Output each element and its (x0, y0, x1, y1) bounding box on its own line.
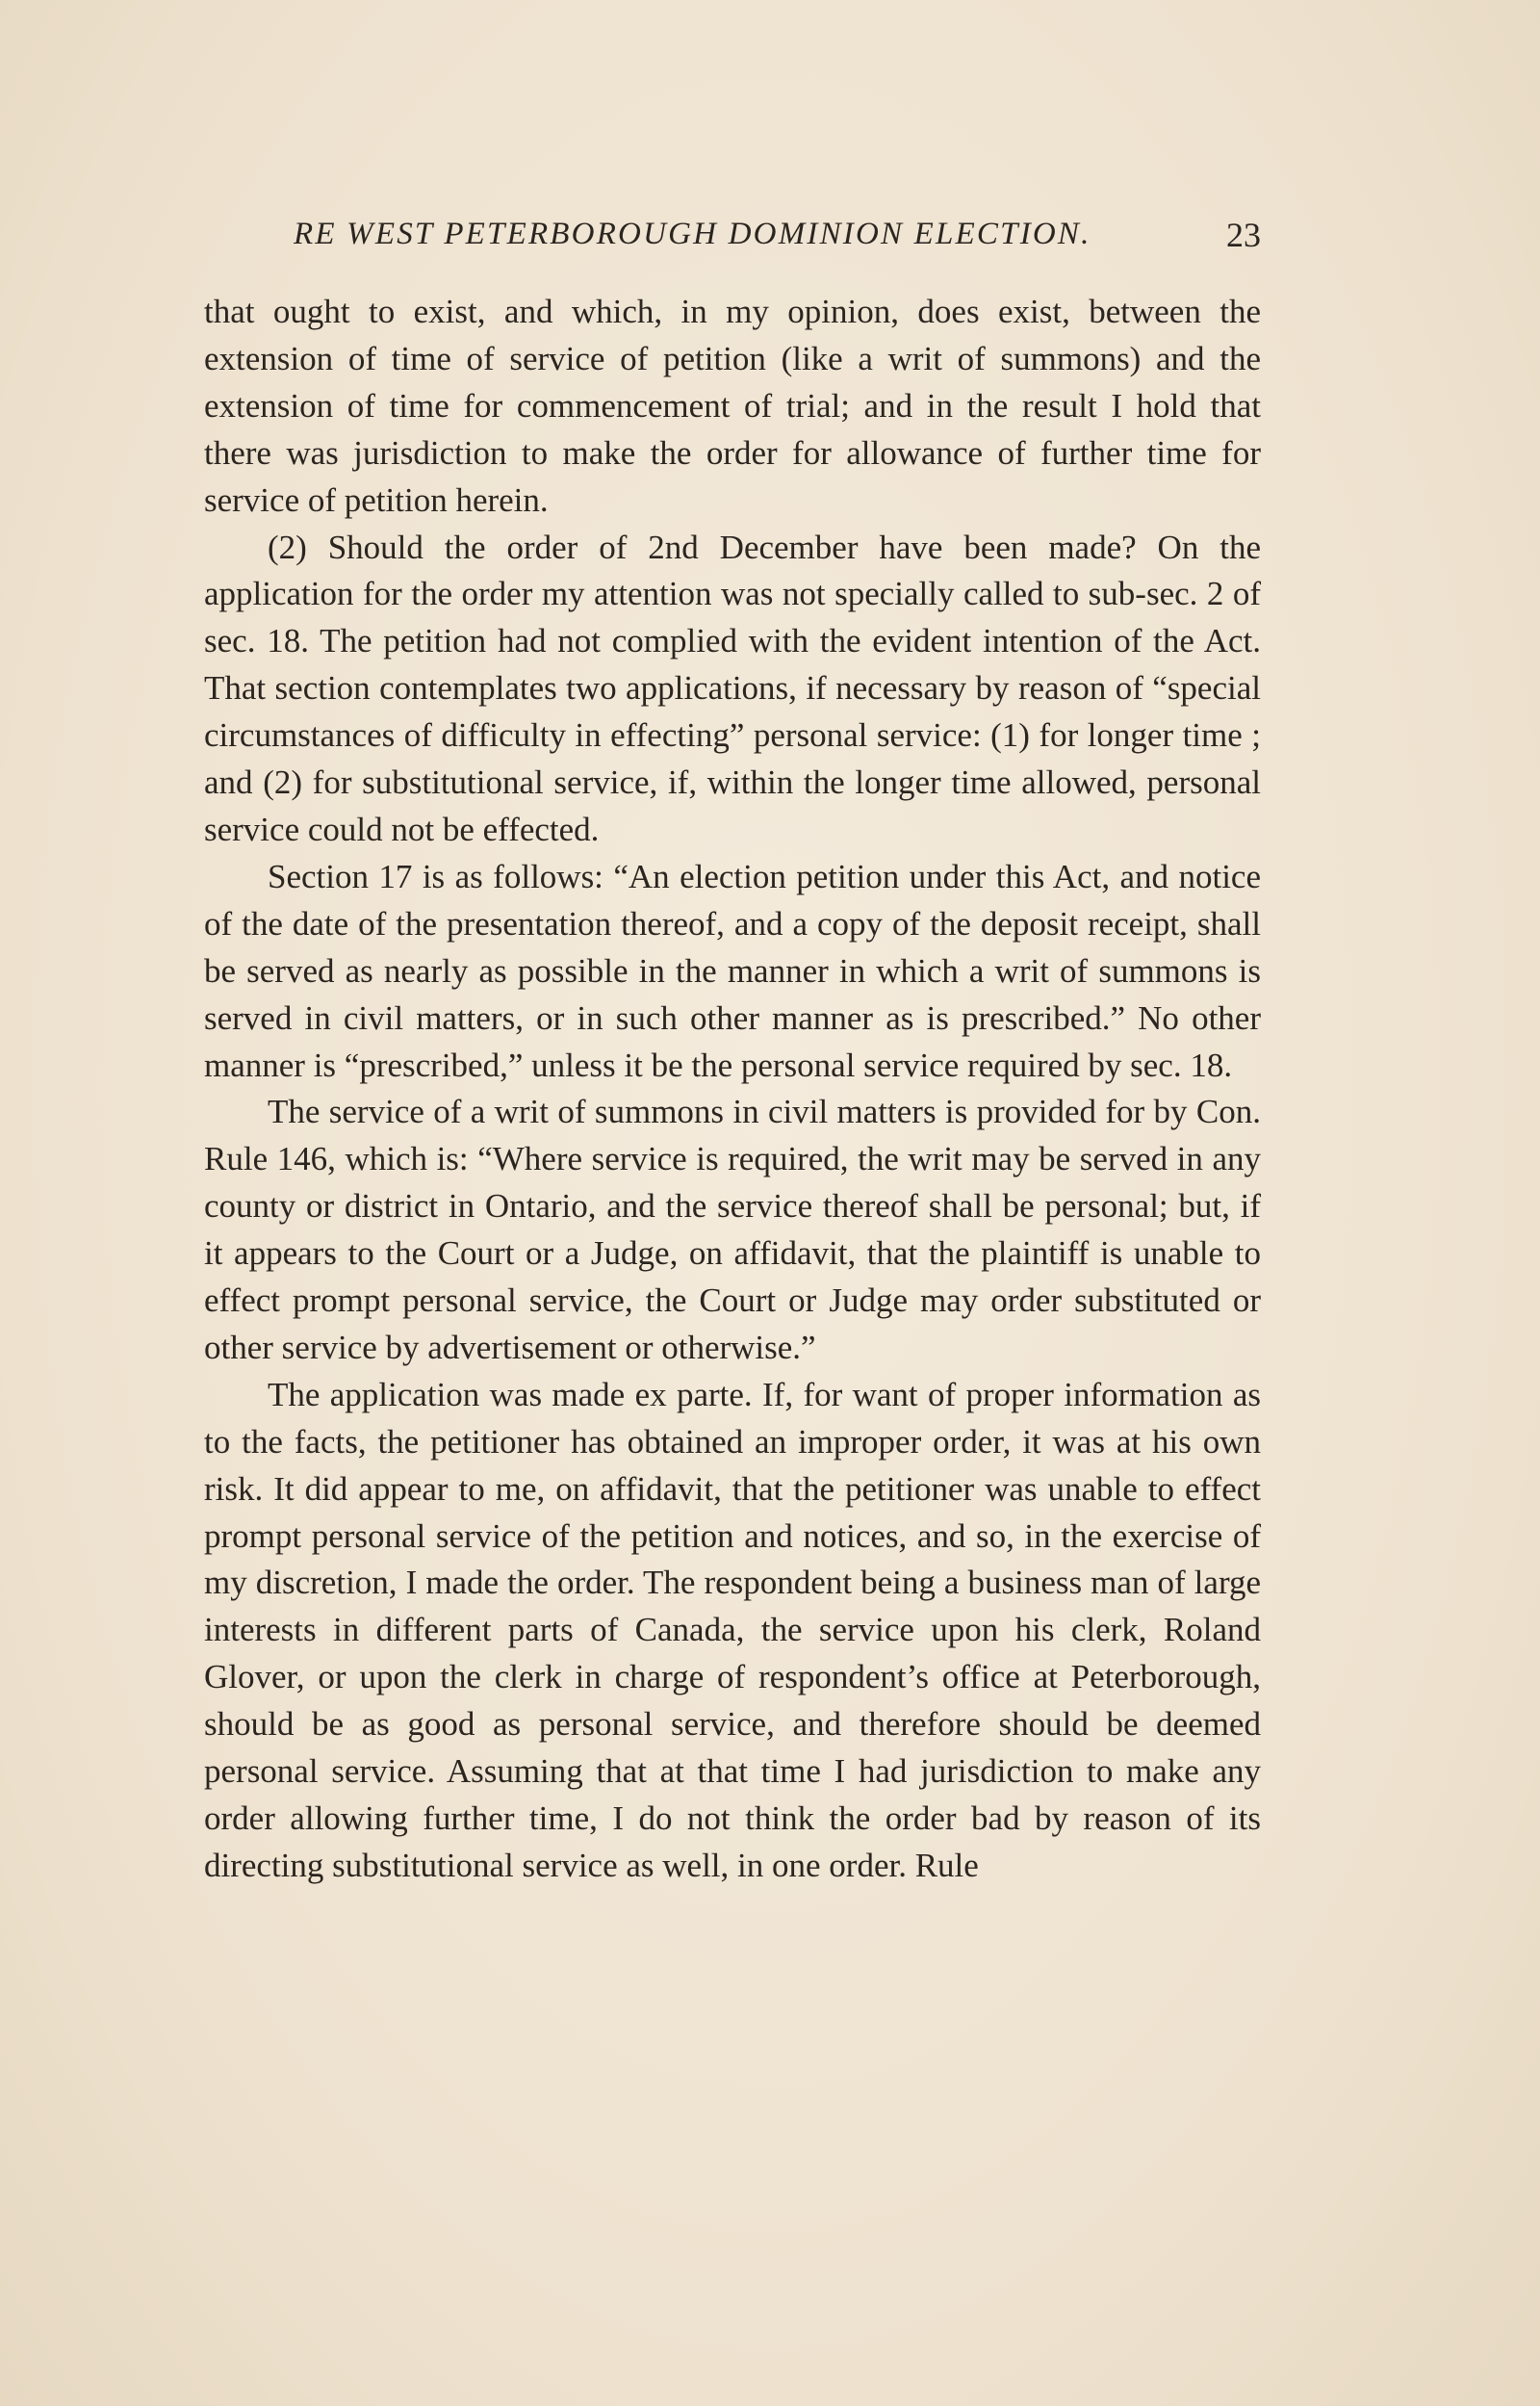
paragraph-ex-parte-application: The application was made ex parte. If, for want of proper information as to the facts, the petitioner has obtained an improper order, it was at his own risk. It did appear to me, on affidavit, that the petitioner was unable to effect prompt personal service of the petition and notices, and so, in the exercise of my discretion, I made the order. The respondent being a business man of large interests in different parts of Canada, the service upon his clerk, Roland Glover, or upon the clerk in charge of respondent’s office at Peterborough, should be as good as personal service, and therefore should be deemed personal service. Assuming that at that time I had jurisdiction to make any order allowing further time, I do not think the order bad by reason of its directing substitutional service as well, in one order. Rule (204, 1375, 1261, 1884)
body-text (204, 289, 1261, 1890)
paragraph-con-rule-146: The service of a writ of summons in civil matters is provided for by Con. Rule 146, which is: “Where service is required, the writ may be served in any county or district in Ontario, and the service thereof shall be personal; but, if it appears to the Court or a Judge, on affidavit, that the plaintiff is unable to effect prompt personal service, the Court or Judge may order substituted or other service by advertisement or otherwise.” (204, 1093, 1261, 1366)
paragraph-order-question: (2) Should the order of 2nd December have been made? On the application for the order my attention was not specially called to sub-sec. 2 of sec. 18. The petition had not complied with the evident intention of the Act. That section contemplates two applications, if necessary by reason of “special circumstances of difficulty in effecting” personal service: (1) for longer time ; and (2) for substitutional service, if, within the longer time allowed, personal service could not be effected. (204, 528, 1261, 848)
paragraph-continuation: that ought to exist, and which, in my opinion, does exist, between the extension of time of service of petition (like a writ of summons) and the extension of time for commencement of trial; and in the result I hold that there was jurisdiction to make the order for allowance of further time for service of petition herein. (204, 293, 1261, 519)
running-header (294, 217, 1261, 259)
paragraph-section-17: Section 17 is as follows: “An election petition under this Act, and notice of the date of the presentation thereof, and a copy of the deposit receipt, shall be served as nearly as possible in the manner in which a writ of summons is served in civil matters, or in such other manner as is prescribed.” No other manner is “prescribed,” unless it be the personal service required by sec. 18. (204, 857, 1261, 1084)
page-number: 23 (1226, 216, 1261, 254)
running-title: RE WEST PETERBOROUGH DOMINION ELECTION. (294, 217, 1091, 251)
